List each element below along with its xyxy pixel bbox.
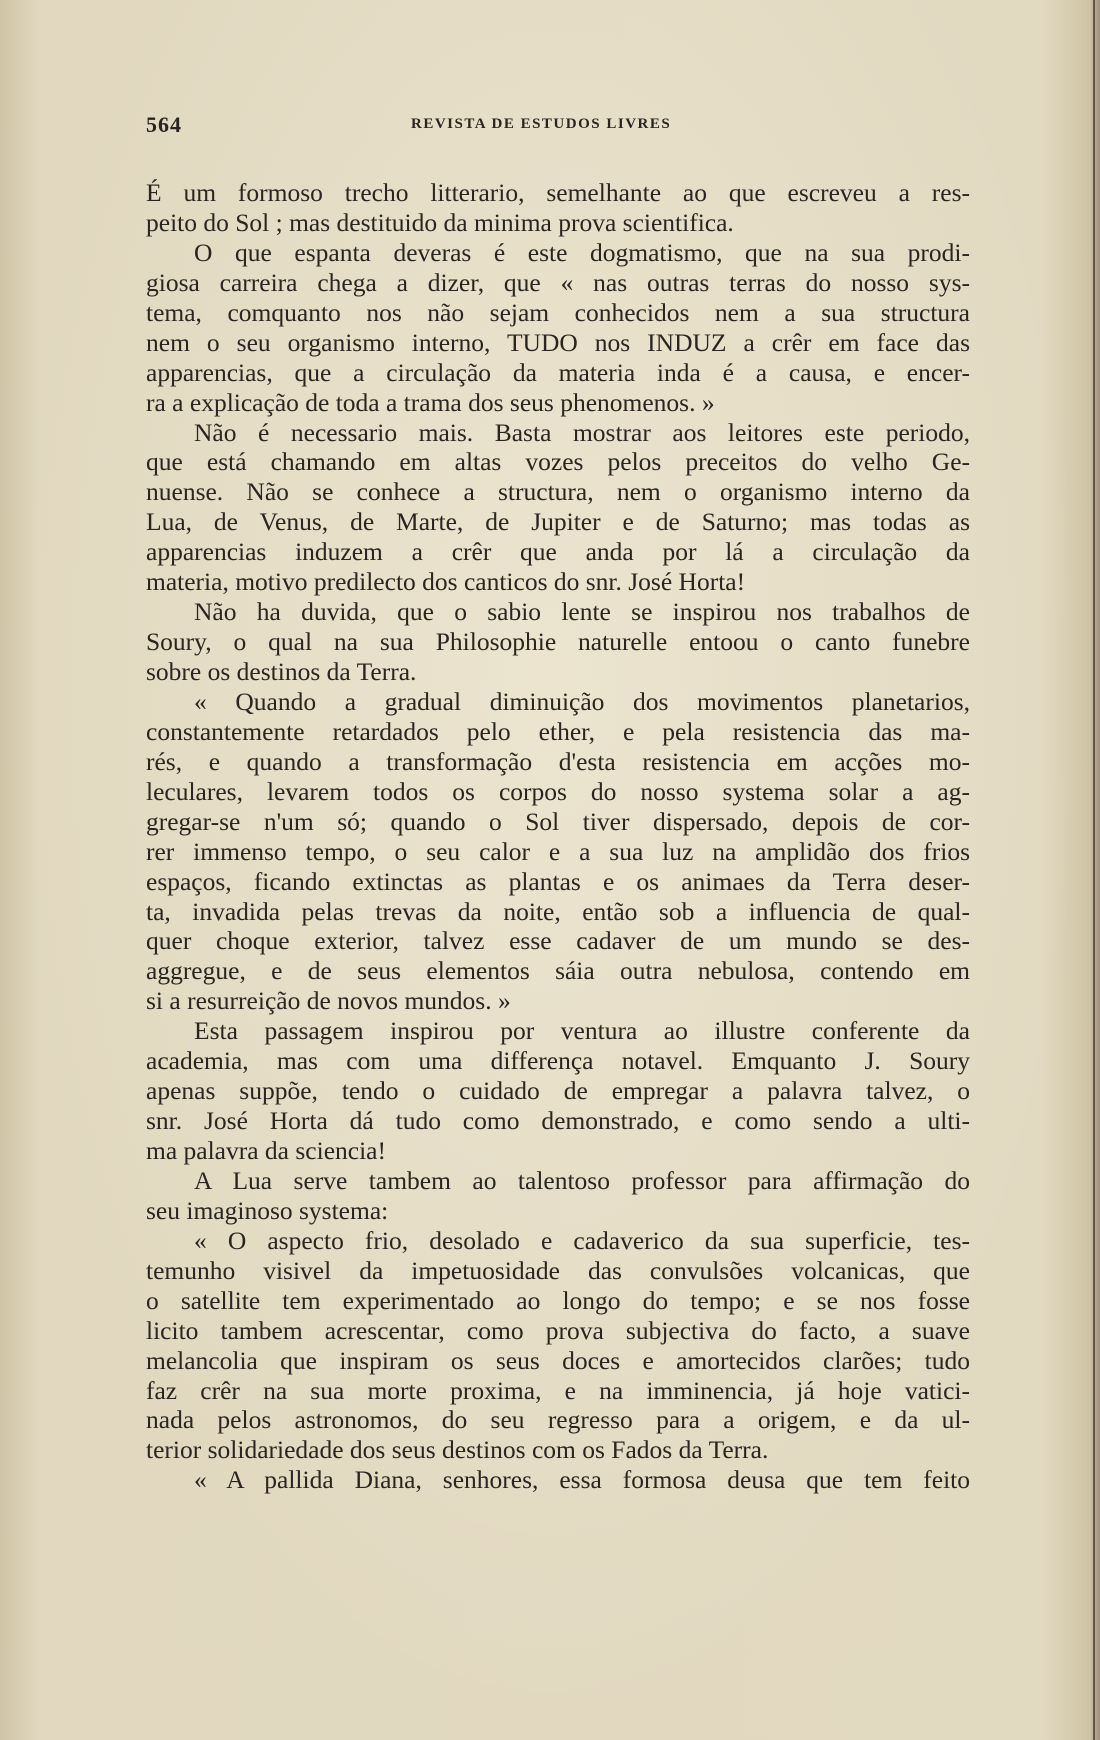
text-line: giosa carreira chega a dizer, que « nas outras terras do nosso sys-	[146, 267, 970, 297]
text-line: seu imaginoso systema:	[146, 1195, 389, 1225]
text-line: Soury, o qual na sua Philosophie naturelle entoou o canto funebre	[146, 627, 970, 657]
text-line: Esta passagem inspirou por ventura ao illustre conferente da	[194, 1016, 970, 1046]
text-line: « Quando a gradual diminuição dos movimentos planetarios,	[194, 686, 970, 716]
text-line: que está chamando em altas vozes pelos preceitos do velho Ge-	[146, 447, 970, 477]
text-line: Lua, de Venus, de Marte, de Jupiter e de Saturno; mas todas as	[146, 507, 970, 537]
text-line: nuense. Não se conhece a structura, nem o organismo interno da	[146, 477, 970, 507]
text-line: nem o seu organismo interno, TUDO nos INDUZ a crêr em face das	[146, 327, 970, 357]
text-line: o satellite tem experimentado ao longo do tempo; e se nos fosse	[146, 1285, 970, 1315]
text-line: sobre os destinos da Terra.	[146, 657, 417, 686]
text-line: gregar-se n'um só; quando o Sol tiver dispersado, depois de cor-	[146, 806, 970, 836]
text-line: espaços, ficando extinctas as plantas e os animaes da Terra deser-	[146, 866, 970, 896]
text-line: nada pelos astronomos, do seu regresso para a origem, e da ul-	[146, 1405, 970, 1435]
text-line: si a resurreição de novos mundos. »	[146, 986, 511, 1016]
text-line: tema, comquanto nos não sejam conhecidos nem a sua structura	[146, 297, 970, 327]
text-line: rés, e quando a transformação d'esta resistencia em acções mo-	[146, 746, 970, 776]
text-line: « A pallida Diana, senhores, essa formosa deusa que tem feito	[194, 1465, 970, 1495]
text-line: peito do Sol ; mas destituido da minima prova scientifica.	[146, 207, 734, 237]
text-line: Não ha duvida, que o sabio lente se inspirou nos trabalhos de	[194, 597, 970, 627]
text-line: constantemente retardados pelo ether, e pela resistencia das ma-	[146, 716, 970, 746]
text-line: snr. José Horta dá tudo como demonstrado, e como sendo a ulti-	[146, 1106, 970, 1136]
text-line: quer choque exterior, talvez esse cadaver de um mundo se des-	[146, 926, 970, 956]
page-number: 564	[146, 112, 182, 137]
text-line: materia, motivo predilecto dos canticos do snr. José Horta!	[146, 567, 746, 597]
text-line: O que espanta deveras é este dogmatismo, que na sua prodi-	[194, 237, 970, 267]
text-line: ma palavra da sciencia!	[146, 1136, 386, 1165]
text-line: apenas suppõe, tendo o cuidado de empregar a palavra talvez, o	[146, 1076, 970, 1106]
text-line: temunho visivel da impetuosidade das convulsões volcanicas, que	[146, 1255, 970, 1285]
text-line: aggregue, e de seus elementos sáia outra nebulosa, contendo em	[146, 956, 970, 986]
text-line: leculares, levarem todos os corpos do nosso systema solar a ag-	[146, 776, 970, 806]
text-line: A Lua serve tambem ao talentoso professor para affirmação do	[194, 1165, 970, 1195]
page-edge-shadow	[1090, 0, 1100, 1740]
text-line: apparencias induzem a crêr que anda por lá a circulação da	[146, 537, 970, 567]
text-line: ta, invadida pelas trevas da noite, então sob a influencia de qual-	[146, 896, 970, 926]
text-line: faz crêr na sua morte proxima, e na imminencia, já hoje vatici-	[146, 1375, 970, 1405]
text-line: rer immenso tempo, o seu calor e a sua luz na amplidão dos frios	[146, 836, 970, 866]
text-line: apparencias, que a circulação da materia inda é a causa, e encer-	[146, 357, 970, 387]
text-line: Não é necessario mais. Basta mostrar aos leitores este periodo,	[194, 417, 970, 447]
text-line: É um formoso trecho litterario, semelhante ao que escreveu a res-	[146, 178, 970, 207]
running-title: REVISTA DE ESTUDOS LIVRES	[411, 116, 672, 132]
text-line: terior solidariedade dos seus destinos com os Fados da Terra.	[146, 1435, 769, 1465]
text-line: melancolia que inspiram os seus doces e amortecidos clarões; tudo	[146, 1345, 970, 1375]
text-line: « O aspecto frio, desolado e cadaverico da sua superficie, tes-	[194, 1225, 970, 1255]
body-text	[146, 178, 970, 1495]
page-edge-line	[1093, 0, 1095, 1740]
text-line: academia, mas com uma differença notavel. Emquanto J. Soury	[146, 1046, 970, 1076]
page-header	[146, 112, 970, 142]
text-line: ra a explicação de toda a trama dos seus phenomenos. »	[146, 387, 715, 417]
text-line: licito tambem acrescentar, como prova subjectiva do facto, a suave	[146, 1315, 970, 1345]
